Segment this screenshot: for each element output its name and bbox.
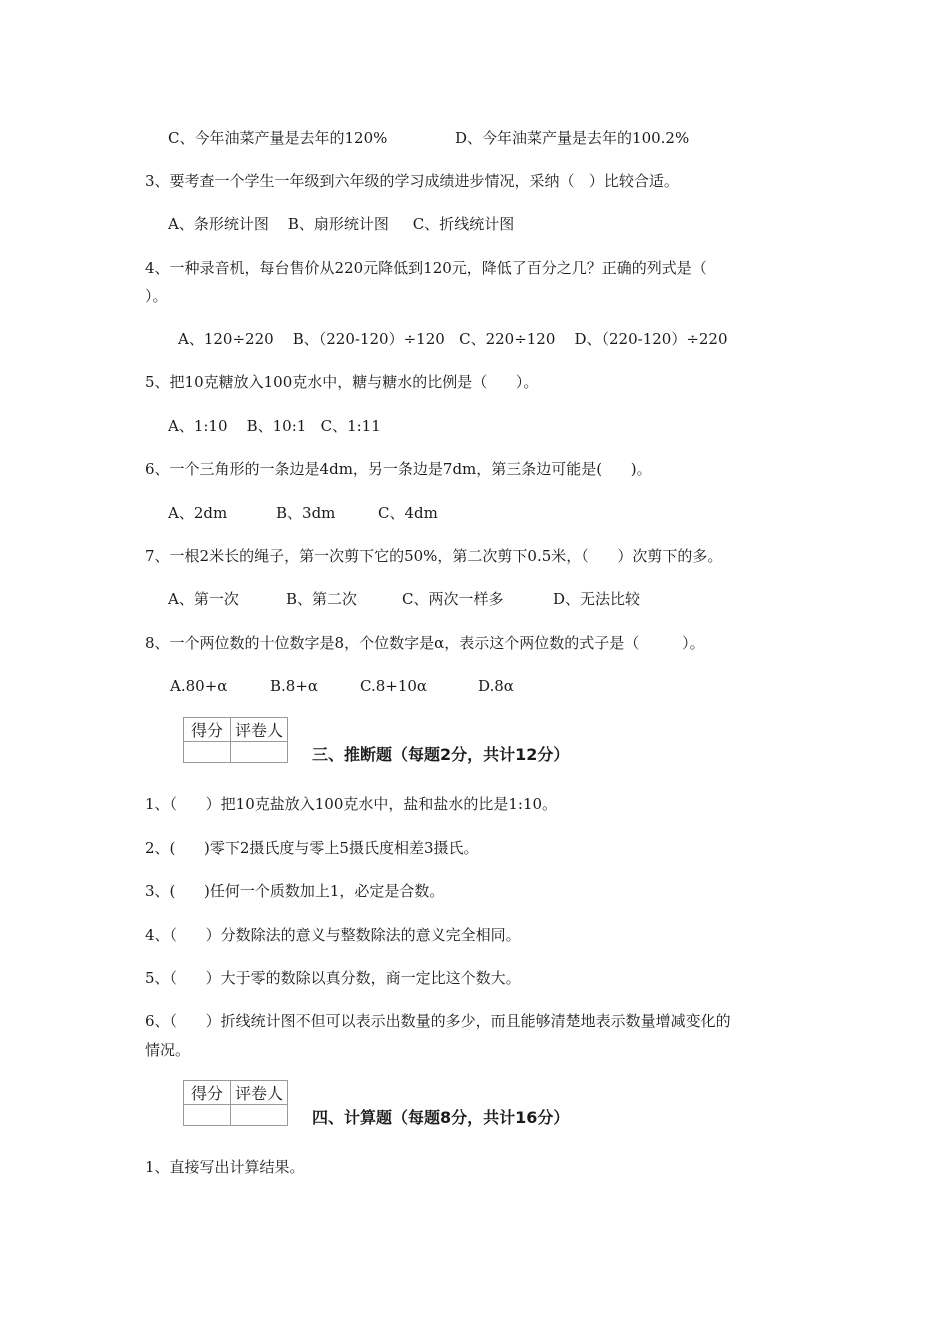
question-5: 5、把10克糖放入100克水中，糖与糖水的比例是（ ）。 xyxy=(145,373,539,391)
s4-item-1: 1、直接写出计算结果。 xyxy=(145,1158,305,1176)
q8-option-d: D.8α xyxy=(478,677,514,695)
question-4: 4、一种录音机，每台售价从220元降低到120元，降低了百分之几？正确的列式是（ xyxy=(145,259,707,277)
q7-option-a: A、第一次 xyxy=(168,590,239,608)
grader-cell xyxy=(231,742,288,763)
s3-item-3: 3、( )任何一个质数加上1，必定是合数。 xyxy=(145,882,445,900)
q6-option-a: A、2dm xyxy=(168,504,228,522)
section-3-title: 三、推断题（每题2分，共计12分） xyxy=(312,745,570,764)
s3-item-6-cont: 情况。 xyxy=(145,1041,191,1059)
s3-item-5: 5、（ ）大于零的数除以真分数，商一定比这个数大。 xyxy=(145,969,521,987)
q5-options: A、1:10 B、10:1 C、1:11 xyxy=(168,417,381,435)
question-4-cont: ）。 xyxy=(145,287,168,305)
q2-option-c: C、今年油菜产量是去年的120% xyxy=(168,129,388,147)
score-label: 得分 xyxy=(184,1081,231,1105)
q6-option-b: B、3dm xyxy=(276,504,336,522)
grader-cell xyxy=(231,1105,288,1126)
q6-option-c: C、4dm xyxy=(378,504,438,522)
score-label: 得分 xyxy=(184,718,231,742)
grader-label: 评卷人 xyxy=(231,1081,288,1105)
q7-option-c: C、两次一样多 xyxy=(402,590,504,608)
q2-option-d: D、今年油菜产量是去年的100.2% xyxy=(455,129,690,147)
q7-option-b: B、第二次 xyxy=(286,590,358,608)
q8-option-a: A.80+α xyxy=(170,677,228,695)
question-3: 3、要考查一个学生一年级到六年级的学习成绩进步情况，采纳（ ）比较合适。 xyxy=(145,172,679,190)
score-box-section4 xyxy=(183,1080,288,1126)
s3-item-4: 4、（ ）分数除法的意义与整数除法的意义完全相同。 xyxy=(145,926,521,944)
question-7: 7、一根2米长的绳子，第一次剪下它的50%，第二次剪下0.5米，（ ）次剪下的多。 xyxy=(145,547,723,565)
s3-item-6: 6、（ ）折线统计图不但可以表示出数量的多少，而且能够清楚地表示数量增减变化的 xyxy=(145,1012,731,1030)
question-6: 6、一个三角形的一条边是4dm，另一条边是7dm，第三条边可能是( )。 xyxy=(145,460,652,478)
q7-option-d: D、无法比较 xyxy=(553,590,641,608)
q8-option-c: C.8+10α xyxy=(360,677,428,695)
score-cell xyxy=(184,1105,231,1126)
section-4-title: 四、计算题（每题8分，共计16分） xyxy=(312,1108,570,1127)
question-8: 8、一个两位数的十位数字是8，个位数字是α，表示这个两位数的式子是（ ）。 xyxy=(145,634,705,652)
s3-item-1: 1、（ ）把10克盐放入100克水中，盐和盐水的比是1:10。 xyxy=(145,795,558,813)
q4-options: A、120÷220 B、（220-120）÷120 C、220÷120 D、（220-120）÷220 xyxy=(178,330,728,348)
grader-label: 评卷人 xyxy=(231,718,288,742)
score-box-section3 xyxy=(183,717,288,763)
q8-option-b: B.8+α xyxy=(270,677,319,695)
s3-item-2: 2、( )零下2摄氏度与零上5摄氏度相差3摄氏。 xyxy=(145,839,479,857)
score-cell xyxy=(184,742,231,763)
q3-options: A、条形统计图 B、扇形统计图 C、折线统计图 xyxy=(168,215,515,233)
